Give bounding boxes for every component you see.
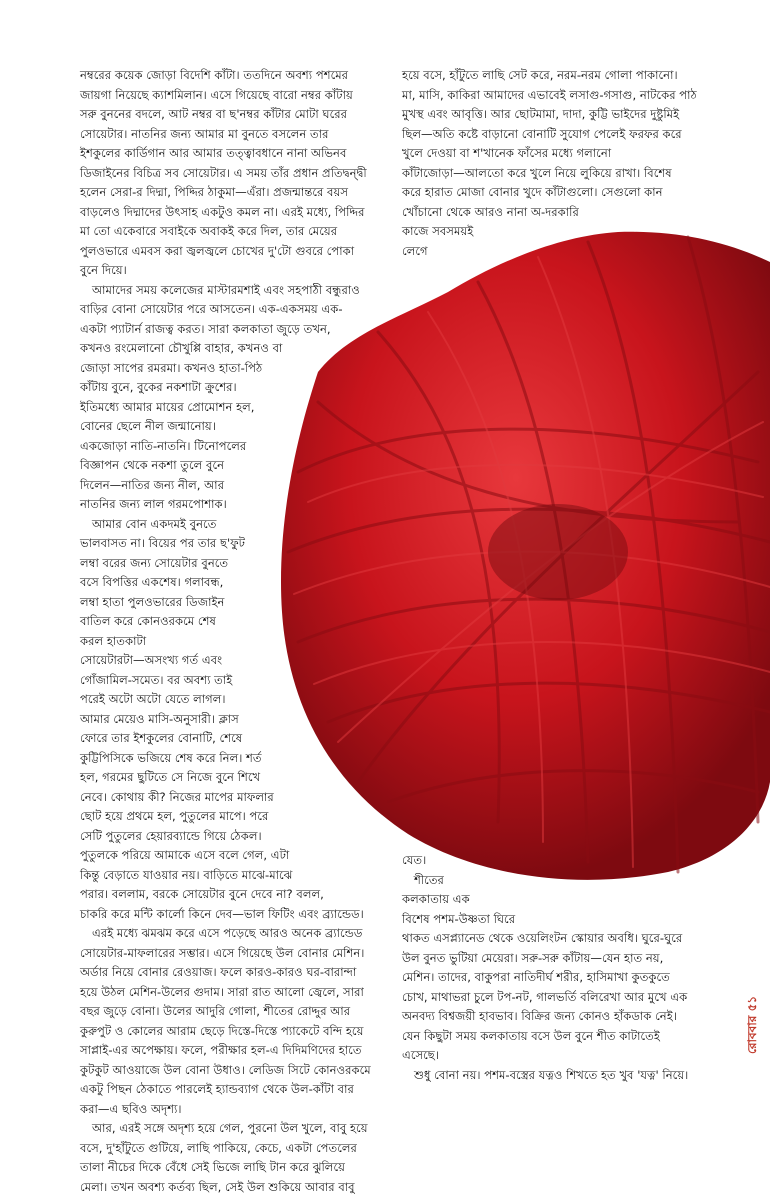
body-text-line: সোয়েটারটা—অসংখ্য গর্ত এবং [80,651,222,671]
body-text-line: এরই মধ্যে ঝমঝম করে এসে পড়েছে আরও অনেক ব্র্যান্ডেড [92,924,362,944]
body-text-line: একটা প্যাটার্ন রাজত্ব করত। সারা কলকাতা জুড়ে তখন, [80,320,331,340]
body-text-line: এসেছে। [402,1046,439,1066]
body-text-line: কাঁটায় বুনে, বুকের নকশাটা ক্রুশের। [80,378,237,398]
body-text-line: লম্বা হাতা পুলওভারের ডিজাইন [80,593,224,613]
body-text-line: কখনও রংমেলানো চৌখুপ্পি বাহার, কখনও বা [80,339,282,359]
body-text-line: জোড়া সাপের রমরমা। কখনও হাতা-পিঠ [80,359,262,379]
body-text-line: পরার। বললাম, বরকে সোয়েটার বুনে দেবে না? বলল, [80,885,324,905]
page-folio: রোববার ৫১ [742,990,764,1060]
body-text-line: আমার বোন একদমই বুনতে [92,515,216,535]
body-text-line: আমাদের সময় কলেজের মাস্টারমশাই এবং সহপাঠী বন্ধুরাও [92,281,360,301]
body-text-line: মা, মাসি, কাকিরা আমাদের এভাবেই লসাগু-গসাগু, নাটকের পাঠ [402,86,697,106]
body-text-line: কিন্তু বেড়াতে যাওয়ার নয়। বাড়িতে মাঝে-মাঝে [80,866,292,886]
body-text-line: পুতুলকে পরিয়ে আমাকে এসে বলে গেল, এটা [80,846,289,866]
body-text-line: হয়ে উঠল মেশিন-উলের গুদাম। সারা রাত আলো জ্বেলে, সারা [80,983,364,1003]
body-text-line: চাকরি করে মন্টি কার্লো কিনে দেব—ভাল ফিটিং এবং ব্র্যান্ডেড। [80,905,364,925]
body-text-line: সোয়েটার। নাতনির জন্য আমার মা বুনতে বসলেন তার [80,125,328,145]
body-text-line: অনবদ্য বিশ্বজয়ী হাবভাব। বিক্রির জন্য কোনও হাঁকডাক নেই। [402,1007,677,1027]
body-text-line: দিলেন—নাতির জন্য নীল, আর [80,476,224,496]
body-text-line: বাতিল করে কোনওরকমে শেষ [80,612,216,632]
body-text-line: লম্বা বরের জন্য সোয়েটার বুনতে [80,554,228,574]
body-text-line: সাপ্লাই-এর অপেক্ষায়। ফলে, পরীক্ষার হল-এ দিদিমণিদের হাতে [80,1041,362,1061]
body-text-line: একজোড়া নাতি-নাতনি। টিনোপলের [80,437,246,457]
body-text-line: সোয়েটার-মাফলারের সম্ভার। এসে গিয়েছে উল বোনার মেশিন। [80,944,364,964]
body-text-line: কুটকুট আওয়াজে উল বোনা উধাও। লেডিজ সিটে কোনওরকমে [80,1061,371,1081]
body-text-line: কাঁটাজোড়া—আলতো করে খুলে নিয়ে লুকিয়ে রাখা। বিশেষ [402,164,672,184]
body-text-line: উল বুনত ভুটিয়া মেয়েরা। সরু-সরু কাঁটায়—যেন হাত নয়, [402,949,663,969]
body-text-line: মা তো একেবারে সবাইকে অবাকই করে দিল, তার মেয়ের [80,222,337,242]
body-text-line: ইতিমধ্যে আমার মায়ের প্রোমোশন হল, [80,398,254,418]
body-text-line: কাজে সবসময়ই [402,222,473,242]
body-text-line: বছর জুড়ে বোনা। উলের আদুরি গোলা, শীতের রোদ্দুর আর [80,1002,350,1022]
body-text-line: মুখস্থ এবং আবৃত্তি। আর ছোটমামা, দাদা, কুট্টি ভাইদের দুষ্টুমিই [402,105,679,125]
body-text-line: কুরুপুট ও কোলের আরাম ছেড়ে দিস্তে-দিস্তে প্যাকেটে বন্দি হয়ে [80,1022,363,1042]
body-text-line: নাতনির জন্য লাল গরমপোশাক। [80,495,227,515]
body-text-line: পুলওভারে এমবস করা জ্বলজ্বলে চোখের দু'টো গুবরে পোকা [80,242,354,262]
body-text-line: বসে বিপত্তির একশেষ। গলাবন্ধ, [80,573,223,593]
body-text-line: কলকাতায় এক [402,890,470,910]
body-text-line: জায়গা নিয়েছে ক্যাশমিলান। এসে গিয়েছে বারো নম্বর কাঁটায় [80,86,353,106]
body-text-line: ভালবাসত না। বিয়ের পর তার ছ'ফুট [80,534,245,554]
body-text-line: বিজ্ঞাপন থেকে নকশা তুলে বুনে [80,456,224,476]
body-text-line: সরু বুননের বদলে, আট নম্বর বা ছ'নম্বর কাঁটার মোটা ঘরের [80,105,347,125]
body-text-line: বুনে দিয়ে। [80,261,127,281]
body-text-line: একটু পিছন ঠেকাতে পারলেই হ্যান্ডব্যাগ থেকে উল-কাঁটা বার [80,1080,354,1100]
body-text-line: হল, গরমের ছুটিতে সে নিজে বুনে শিখে [80,768,260,788]
body-text-line: যেত। [402,851,426,871]
body-text-line: শীতের [414,871,444,891]
body-text-line: ছোট হয়ে প্রথমে হল, পুতুলের মাপে। পরে [80,807,268,827]
body-text-line: মেলা। তখন অবশ্য কর্তব্য ছিল, সেই উল শুকিয়ে আবার বাবু [80,1178,355,1197]
body-text-line: কুট্টিপিসিকে ভজিয়ে শেষ করে নিল। শর্ত [80,749,262,769]
body-text-line: খোঁচানো থেকে আরও নানা অ-দরকারি [402,203,579,223]
body-text-line: ছিল—অতি কষ্টে বাড়ানো বোনাটি সুযোগ পেলেই ফরফর করে [402,125,682,145]
body-text-line: বোনের ছেলে নীল জন্মানোয়। [80,417,216,437]
body-text-line: যেন কিছুটা সময় কলকাতায় বসে উল বুনে শীত কাটাতেই [402,1027,660,1047]
body-text-line: সেটি পুতুলের হেয়ারব্যান্ডে গিয়ে ঠেকল। [80,827,262,847]
body-text-line: চোখ, মাথাভরা চুলে টপ-নট, গালভর্তি বলিরেখা আর মুখে এক [402,988,687,1008]
body-text-line: বিশেষ পশম-উষ্ণতা ঘিরে [402,910,515,930]
body-text-line: ডিজাইনের বিচিত্র সব সোয়েটার। এ সময় তাঁর প্রধান প্রতিদ্বন্দ্বী [80,164,367,184]
body-text-line: ফোরে তার ইশকুলের বোনাটি, শেষে [80,729,242,749]
yarn-ball-photo [258,222,770,894]
body-text-line: বাড়লেও দিদ্মাদের উৎসাহ একটুও কমল না। এরই মধ্যে, পিদ্দির [80,203,364,223]
body-text-line: খুলে দেওয়া বা শ'খানেক ফাঁসের মধ্যে গলানো [402,144,611,164]
body-text-line: হলেন সেরা-র দিদ্মা, পিদ্দির ঠাকুমা—এঁরা। প্রজন্মান্তরে বয়স [80,183,348,203]
body-text-line: ইশকুলের কার্ডিগান আর আমার তত্ত্বাবধানে নানা অভিনব [80,144,346,164]
body-text-line: পরেই অটো অটো যেতে লাগল। [80,690,226,710]
body-text-line: বাড়ির বোনা সোয়েটার পরে আসতেন। এক-একসময় এক- [80,300,343,320]
body-text-line: আমার মেয়েও মাসি-অনুসারী। ক্লাস [80,710,239,730]
body-text-line: শুধু বোনা নয়। পশম-বস্ত্রের যত্নও শিখতে হত খুব 'যত্ন' নিয়ে। [414,1066,688,1086]
body-text-line: বসে, দু'হাঁটুতে গুটিয়ে, লাছি পাকিয়ে, কেচে, একটা পেতলের [80,1139,357,1159]
body-text-line: আর, এরই সঙ্গে অদৃশ্য হয়ে গেল, পুরনো উল খুলে, বাবু হয়ে [92,1119,368,1139]
body-text-line: মেশিন। তাদের, বাকুপরা নাতিদীর্ঘ শরীর, হাসিমাখা কুতকুতে [402,968,670,988]
body-text-line: অর্ডার নিয়ে বোনার রেওয়াজ। ফলে কারও-কারও ঘর-বারান্দা [80,963,356,983]
body-text-line: করা—এ ছবিও অদৃশ্য। [80,1100,181,1120]
body-text-line: থাকত এসপ্ল্যানেড থেকে ওয়েলিংটন স্কোয়ার অবধি। ঘুরে-ঘুরে [402,929,682,949]
body-text-line: গোঁজামিল-সমেত। বর অবশ্য তাই [80,671,232,691]
body-text-line: নেবে। কোথায় কী? নিজের মাপের মাফলার [80,788,274,808]
body-text-line: করল হাতকাটা [80,632,146,652]
body-text-line: লেগে [402,242,428,262]
body-text-line: তালা নীচের দিকে বেঁধে সেই ভিজে লাছি টান করে ঝুলিয়ে [80,1158,345,1178]
body-text-line: নম্বরের কয়েক জোড়া বিদেশি কাঁটা। ততদিনে অবশ্য পশমের [80,66,348,86]
body-text-line: করে হারাত মোজা বোনার খুদে কাঁটাগুলো। সেগুলো কান [402,183,663,203]
body-text-line: হয়ে বসে, হাঁটুতে লাছি সেট করে, নরম-নরম গোলা পাকানো। [402,66,678,86]
